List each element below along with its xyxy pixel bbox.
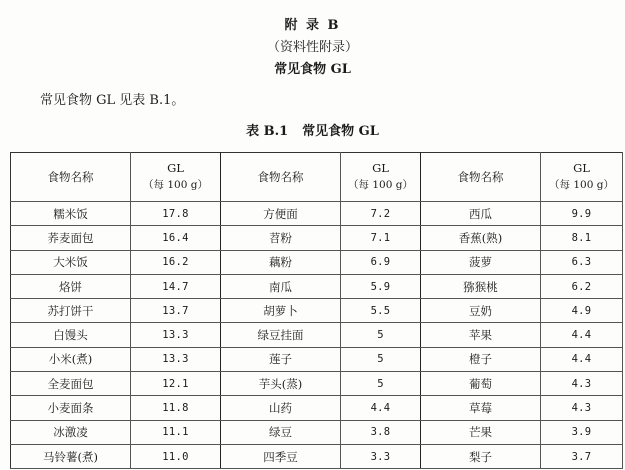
food-name-header: 食物名称 <box>11 153 131 202</box>
gl-value-cell: 16.4 <box>131 226 221 250</box>
food-name-cell: 小麦面条 <box>11 396 131 420</box>
gl-value-cell: 4.3 <box>541 396 623 420</box>
gl-header-label: GL <box>372 161 389 175</box>
food-name-cell: 橙子 <box>421 347 541 371</box>
gl-value-cell: 3.8 <box>341 420 421 444</box>
food-name-cell: 苕粉 <box>221 226 341 250</box>
gl-value-cell: 7.2 <box>341 202 421 226</box>
table-row <box>11 347 623 371</box>
intro-paragraph: 常见食物 GL 见表 B.1。 <box>40 93 185 108</box>
food-name-cell: 南瓜 <box>221 274 341 298</box>
food-name-cell: 芒果 <box>421 420 541 444</box>
gl-header-label: GL <box>167 161 184 175</box>
food-name-cell: 绿豆挂面 <box>221 323 341 347</box>
food-name-cell: 冰激凌 <box>11 420 131 444</box>
gl-value-cell: 5.5 <box>341 299 421 323</box>
table-caption <box>0 124 625 140</box>
table-number: 表 B.1 <box>246 124 289 139</box>
food-name-cell: 芋头(蒸) <box>221 372 341 396</box>
food-name-cell: 西瓜 <box>421 202 541 226</box>
gl-header <box>541 153 623 202</box>
gl-value-cell: 13.3 <box>131 323 221 347</box>
gl-value-cell: 17.8 <box>131 202 221 226</box>
gl-value-cell: 8.1 <box>541 226 623 250</box>
food-name-cell: 烙饼 <box>11 274 131 298</box>
gl-value-cell: 5.9 <box>341 274 421 298</box>
gl-value-cell: 13.3 <box>131 347 221 371</box>
gl-header-unit: （每 100 g） <box>348 179 413 191</box>
gl-value-cell: 14.7 <box>131 274 221 298</box>
table-row <box>11 420 623 444</box>
appendix-nature: （资料性附录） <box>266 40 358 55</box>
gl-header-unit: （每 100 g） <box>549 179 614 191</box>
food-name-cell: 方便面 <box>221 202 341 226</box>
food-name-cell: 荞麦面包 <box>11 226 131 250</box>
appendix-label: 附 录 B <box>284 18 341 33</box>
food-name-cell: 四季豆 <box>221 444 341 468</box>
gl-header-unit: （每 100 g） <box>143 179 208 191</box>
food-name-cell: 糯米饭 <box>11 202 131 226</box>
table-row <box>11 250 623 274</box>
food-name-cell: 梨子 <box>421 444 541 468</box>
gl-value-cell: 13.7 <box>131 299 221 323</box>
table-row <box>11 396 623 420</box>
gl-value-cell: 7.1 <box>341 226 421 250</box>
gl-value-cell: 11.0 <box>131 444 221 468</box>
gl-value-cell: 11.8 <box>131 396 221 420</box>
food-name-cell: 全麦面包 <box>11 372 131 396</box>
gl-value-cell: 4.4 <box>341 396 421 420</box>
gl-value-cell: 3.7 <box>541 444 623 468</box>
gl-value-cell: 12.1 <box>131 372 221 396</box>
gl-value-cell: 3.9 <box>541 420 623 444</box>
gl-table <box>10 152 623 469</box>
food-name-cell: 猕猴桃 <box>421 274 541 298</box>
food-name-cell: 豆奶 <box>421 299 541 323</box>
food-name-cell: 苏打饼干 <box>11 299 131 323</box>
food-name-cell: 大米饭 <box>11 250 131 274</box>
gl-value-cell: 9.9 <box>541 202 623 226</box>
gl-value-cell: 16.2 <box>131 250 221 274</box>
table-row <box>11 372 623 396</box>
gl-value-cell: 4.3 <box>541 372 623 396</box>
gl-header <box>131 153 221 202</box>
food-name-header: 食物名称 <box>421 153 541 202</box>
table-title: 常见食物 GL <box>302 124 379 139</box>
gl-value-cell: 5 <box>341 347 421 371</box>
food-name-header: 食物名称 <box>221 153 341 202</box>
table-row <box>11 226 623 250</box>
food-name-cell: 马铃薯(煮) <box>11 444 131 468</box>
gl-header <box>341 153 421 202</box>
gl-value-cell: 4.9 <box>541 299 623 323</box>
gl-value-cell: 5 <box>341 323 421 347</box>
table-row <box>11 274 623 298</box>
gl-value-cell: 11.1 <box>131 420 221 444</box>
food-name-cell: 菠萝 <box>421 250 541 274</box>
food-name-cell: 白馒头 <box>11 323 131 347</box>
gl-value-cell: 6.2 <box>541 274 623 298</box>
food-name-cell: 莲子 <box>221 347 341 371</box>
gl-value-cell: 3.3 <box>341 444 421 468</box>
food-name-cell: 草莓 <box>421 396 541 420</box>
gl-header-label: GL <box>573 161 590 175</box>
food-name-cell: 山药 <box>221 396 341 420</box>
gl-value-cell: 4.4 <box>541 323 623 347</box>
food-name-cell: 小米(煮) <box>11 347 131 371</box>
appendix-title: 常见食物 GL <box>274 62 351 77</box>
food-name-cell: 绿豆 <box>221 420 341 444</box>
gl-value-cell: 4.4 <box>541 347 623 371</box>
table-header-row <box>11 153 623 202</box>
food-name-cell: 苹果 <box>421 323 541 347</box>
gl-value-cell: 5 <box>341 372 421 396</box>
food-name-cell: 香蕉(熟) <box>421 226 541 250</box>
food-name-cell: 胡萝卜 <box>221 299 341 323</box>
table-row <box>11 299 623 323</box>
table-row <box>11 444 623 468</box>
table-row <box>11 323 623 347</box>
food-name-cell: 葡萄 <box>421 372 541 396</box>
gl-value-cell: 6.9 <box>341 250 421 274</box>
food-name-cell: 藕粉 <box>221 250 341 274</box>
table-row <box>11 202 623 226</box>
gl-value-cell: 6.3 <box>541 250 623 274</box>
